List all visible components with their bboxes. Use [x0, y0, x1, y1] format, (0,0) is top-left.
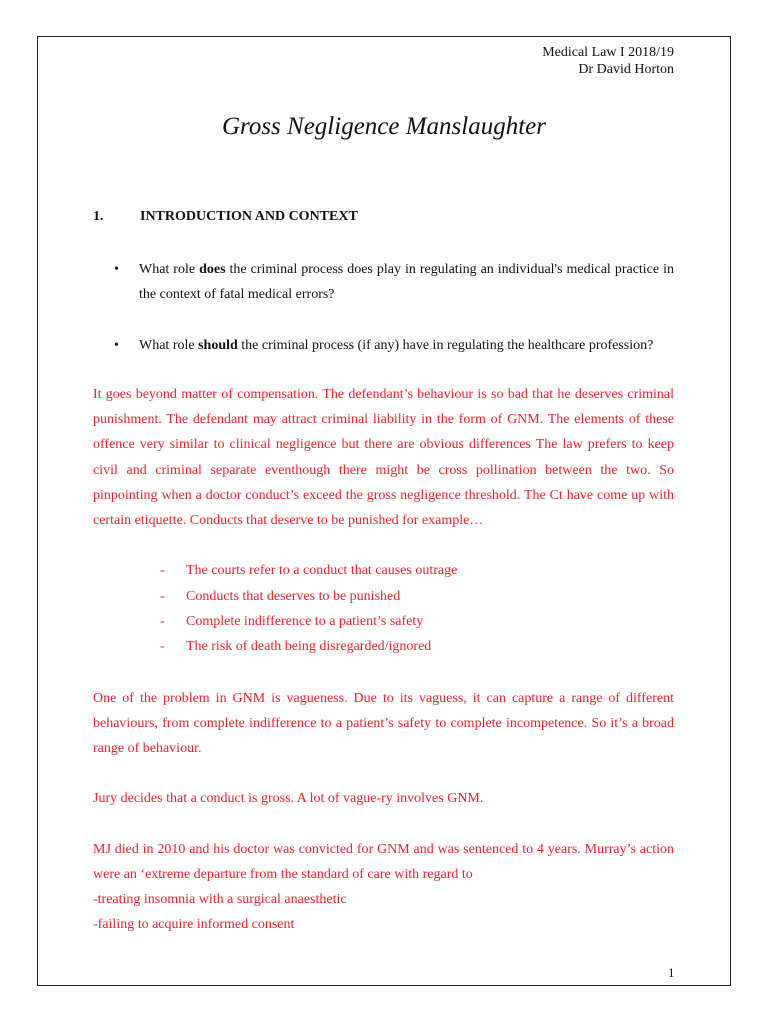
course-label: Medical Law I 2018/19 [542, 45, 674, 60]
dash-list-item: - Complete indifference to a patient’s safety [160, 614, 424, 629]
section-heading [93, 209, 358, 225]
note-paragraph: MJ died in 2010 and his doctor was convicted for GNM and was sentenced to 4 years. Murray’s action were an ‘extreme departure from the standard of care with regard to [93, 842, 674, 883]
bullet-item: • What role does the criminal process does play in regulating an individual's medical practice in the context of fatal medical errors? [139, 257, 674, 307]
dash-list-item: - The risk of death being disregarded/ignored [160, 639, 432, 654]
dash-list-item: - The courts refer to a conduct that causes outrage [160, 563, 458, 578]
section-title: INTRODUCTION AND CONTEXT [140, 209, 358, 224]
bullet-icon: • [114, 338, 119, 353]
note-line: -failing to acquire informed consent [93, 917, 295, 932]
dash-list-item: - Conducts that deserves to be punished [160, 589, 401, 604]
note-paragraph: Jury decides that a conduct is gross. A lot of vague-ry involves GNM. [93, 791, 484, 806]
bullet-icon: • [114, 262, 119, 277]
section-number: 1. [93, 209, 104, 224]
author-label: Dr David Horton [578, 62, 674, 77]
document-header [542, 44, 674, 78]
note-paragraph: One of the problem in GNM is vagueness. Due to its vaguess, it can capture a range of different behaviours, from complete indifference to a patient’s safety to complete incompetence. So it’s a broad range of behaviour. [93, 691, 674, 757]
note-paragraph: It goes beyond matter of compensation. The defendant’s behaviour is so bad that he deserves criminal punishment. The defendant may attract criminal liability in the form of GNM. The elements of these offence very similar to clinical negligence but there are obvious differences The law prefers to keep civil and criminal separate eventhough there might be cross pollination between the two. So pinpointing when a doctor conduct’s exceed the gross negligence threshold. The Ct have come up with certain etiquette. Conducts that deserve to be punished for example… [93, 387, 674, 529]
page-number: 1 [668, 965, 675, 980]
page-title: Gross Negligence Manslaughter [221, 113, 547, 140]
note-line: -treating insomnia with a surgical anaesthetic [93, 892, 347, 907]
bullet-item: • What role should the criminal process (if any) have in regulating the healthcare profession? [139, 333, 674, 358]
